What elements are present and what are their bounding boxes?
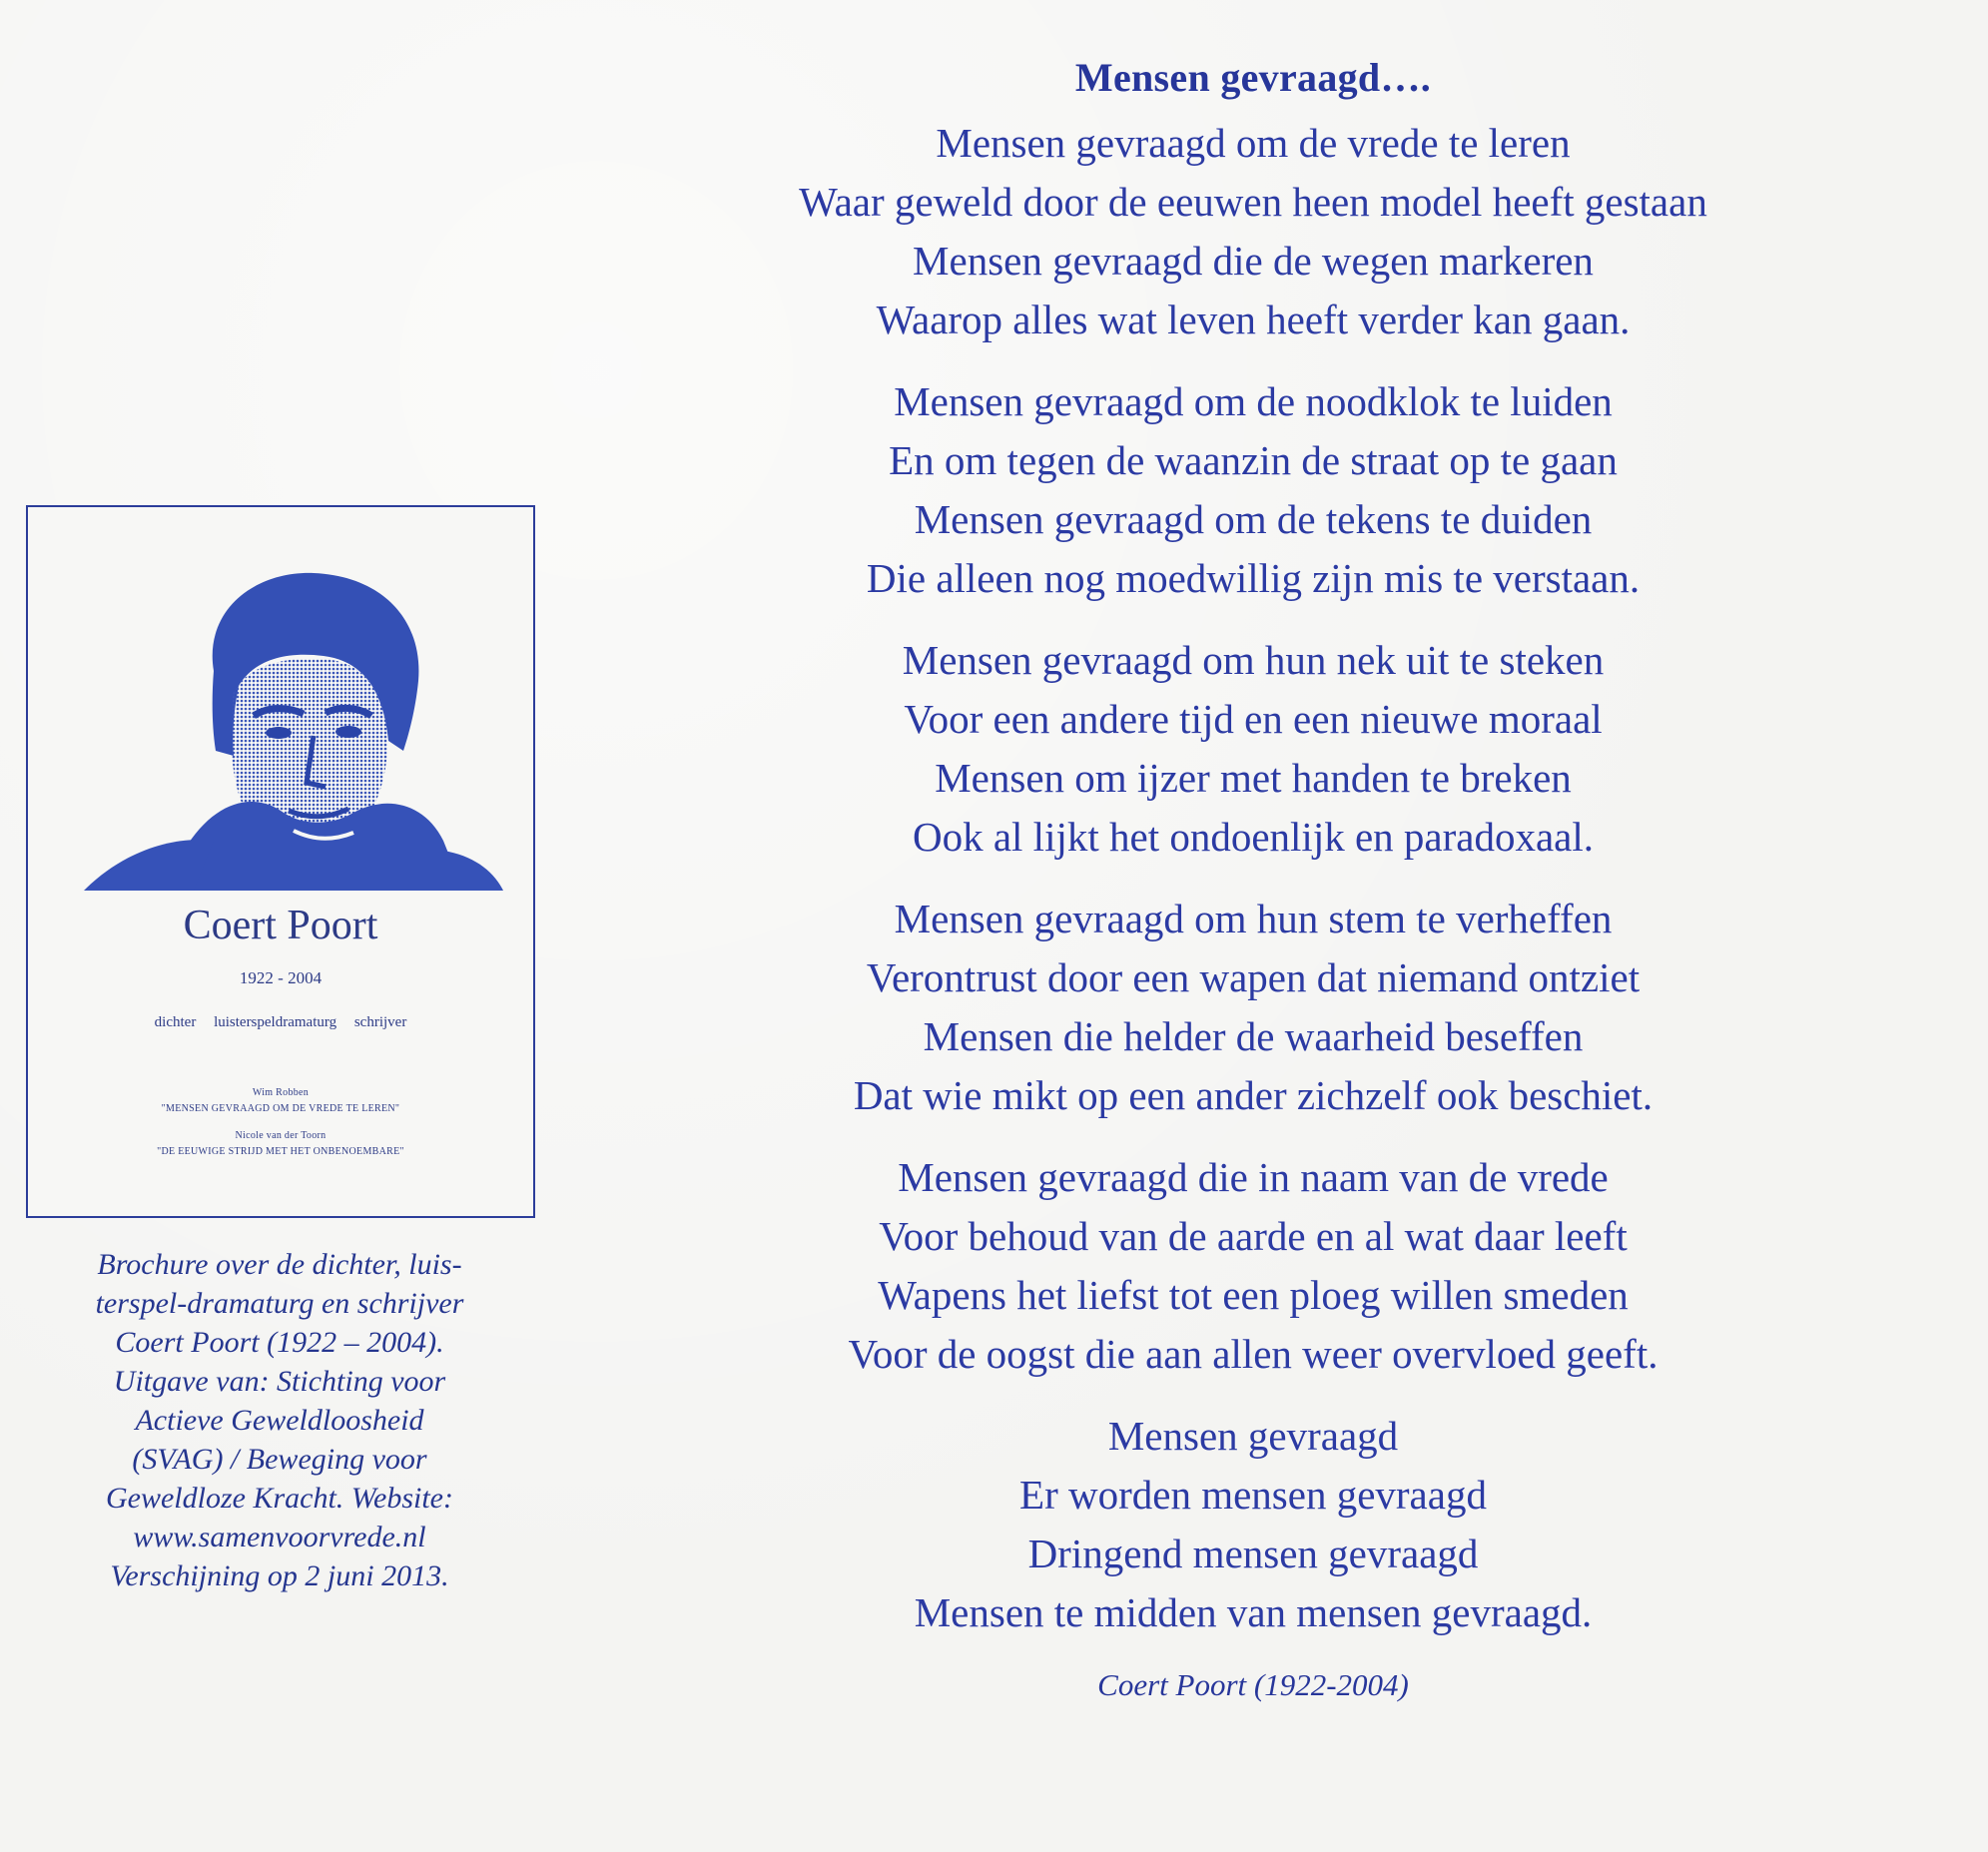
poem [589,52,1917,1705]
poem-line: Mensen gevraagd die in naam van de vrede [898,1154,1609,1200]
poem-line: En om tegen de waanzin de straat op te gaan [889,437,1618,483]
poem-title: Mensen gevraagd…. [1074,55,1432,100]
portrait-image [64,551,503,891]
poem-author: Coert Poort (1922-2004) [1097,1667,1409,1702]
caption-line: (SVAG) / Beweging voor [132,1443,427,1476]
poem-line: Mensen gevraagd om hun stem te verheffen [894,896,1613,941]
caption-line: Geweldloze Kracht. Website: [105,1482,453,1515]
stanza-2 [589,372,1917,608]
brochure-caption [20,1245,539,1595]
brochure-name: Coert Poort [183,903,378,948]
caption-line: Uitgave van: Stichting voor [113,1365,446,1398]
poem-line: Mensen te midden van mensen gevraagd. [914,1589,1593,1635]
poem-line: Verontrust door een wapen dat niemand ontziet [866,954,1641,1000]
caption-line: Coert Poort (1922 – 2004). [115,1326,444,1359]
stanza-3 [589,631,1917,867]
stanza-4 [589,890,1917,1125]
poem-line: Mensen om ijzer met handen te breken [935,755,1572,801]
poem-line: Voor de oogst die aan allen weer overvloed geeft. [848,1331,1658,1377]
caption-line: www.samenvoorvrede.nl [133,1521,426,1553]
stanza-6 [589,1407,1917,1642]
poem-line: Voor een andere tijd en een nieuwe moraal [904,696,1603,742]
poem-line: Mensen gevraagd [1107,1413,1399,1459]
poem-line: Mensen gevraagd om de tekens te duiden [914,496,1593,542]
poem-line: Mensen gevraagd die de wegen markeren [913,238,1594,284]
poem-line: Mensen gevraagd om hun nek uit te steken [902,637,1605,683]
poem-line: Ook al lijkt het ondoenlijk en paradoxaal. [912,814,1594,860]
poem-line: Mensen die helder de waarheid beseffen [923,1013,1584,1059]
poem-line: Voor behoud van de aarde en al wat daar leeft [879,1213,1628,1259]
stanza-1 [589,114,1917,349]
poem-line: Wapens het liefst tot een ploeg willen smeden [878,1272,1629,1318]
poem-line: Dat wie mikt op een ander zichzelf ook beschiet. [853,1072,1654,1118]
brochure-roles: dichter luisterspeldramaturg schrijver [154,1014,407,1030]
caption-line: Actieve Geweldloosheid [135,1404,424,1437]
brochure-credit-author-1: Wim Robben [252,1087,310,1098]
brochure-credit-author-2: Nicole van der Toorn [235,1130,327,1141]
left-column [0,0,539,1852]
brochure-credit-title-1: "MENSEN GEVRAAGD OM DE VREDE TE LEREN" [161,1103,400,1114]
stanza-5 [589,1148,1917,1384]
poem-line: Waar geweld door de eeuwen heen model heeft gestaan [799,179,1707,225]
poem-line: Er worden mensen gevraagd [1019,1472,1487,1518]
brochure-cover-image [26,505,535,1218]
poem-line: Mensen gevraagd om de vrede te leren [936,120,1571,166]
caption-line: terspel-dramaturg en schrijver [95,1287,464,1320]
poem-line: Dringend mensen gevraagd [1027,1531,1479,1576]
poem-line: Waarop alles wat leven heeft verder kan gaan. [876,297,1631,342]
caption-line: Verschijning op 2 juni 2013. [110,1559,449,1592]
poem-line: Die alleen nog moedwillig zijn mis te verstaan. [866,555,1641,601]
caption-line: Brochure over de dichter, luis- [97,1248,462,1281]
poem-line: Mensen gevraagd om de noodklok te luiden [894,378,1613,424]
brochure-credit-title-2: "DE EEUWIGE STRIJD MET HET ONBENOEMBARE" [157,1146,404,1157]
brochure-years: 1922 - 2004 [239,968,323,987]
